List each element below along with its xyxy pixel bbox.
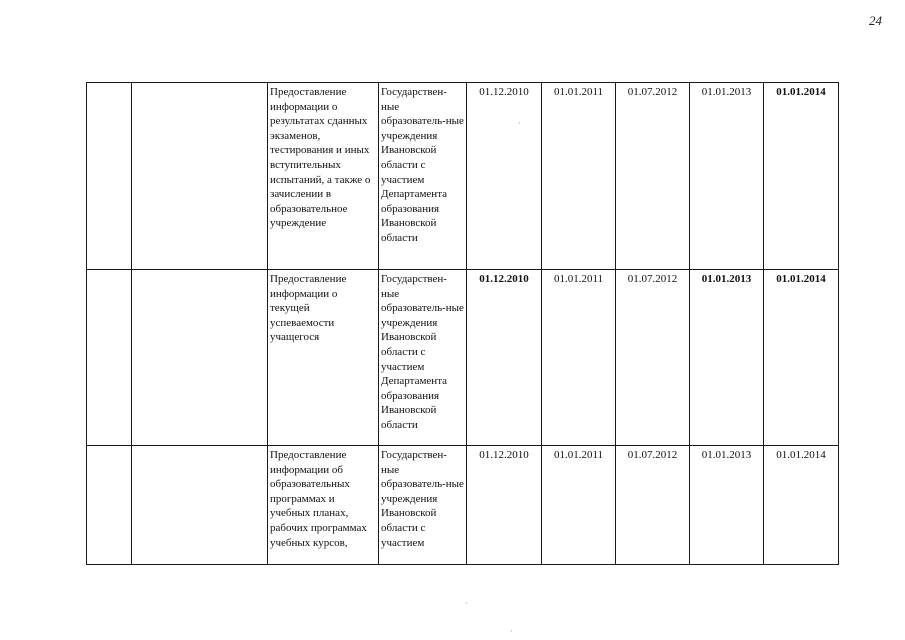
date-value: 01.01.2011 <box>553 273 604 285</box>
date-cell <box>616 446 690 565</box>
date-value: 01.01.2011 <box>553 449 604 461</box>
category-cell <box>132 270 268 446</box>
scan-speck: · <box>465 598 468 608</box>
date-value: 01.07.2012 <box>627 449 678 461</box>
date-value: 01.01.2014 <box>776 449 826 461</box>
table-row <box>87 446 839 565</box>
date-value: 01.01.2014 <box>776 86 826 98</box>
table-row <box>87 83 839 270</box>
date-cell <box>764 446 839 565</box>
date-cell <box>690 83 764 270</box>
executor-cell: Государствен-ные образователь-ные учреждения Ивановской области с участием Департамента образования Ивановской области <box>379 270 467 446</box>
date-value: 01.07.2012 <box>627 273 678 285</box>
date-cell <box>690 270 764 446</box>
date-cell <box>467 270 542 446</box>
date-cell <box>542 446 616 565</box>
number-cell <box>87 446 132 565</box>
services-table <box>86 82 839 565</box>
date-cell <box>467 446 542 565</box>
category-cell <box>132 83 268 270</box>
service-name-cell: Предоставление информации о текущей успеваемости учащегося <box>268 270 379 446</box>
executor-cell: Государствен-ные образователь-ные учреждения Ивановской области с участием <box>379 446 467 565</box>
date-cell <box>616 270 690 446</box>
date-cell <box>764 83 839 270</box>
executor-cell: Государствен-ные образователь-ные учреждения Ивановской области с участием Департамента образования Ивановской области <box>379 83 467 270</box>
date-value: 01.07.2012 <box>627 86 678 98</box>
service-name-cell: Предоставление информации об образовательных программах и учебных планах, рабочих программах учебных курсов, <box>268 446 379 565</box>
date-value: 01.01.2013 <box>701 449 752 461</box>
scan-speck: · <box>510 626 513 636</box>
date-value: 01.01.2013 <box>701 86 752 98</box>
service-name-cell: Предоставление информации о результатах сданных экзаменов, тестирования и иных вступительных испытаний, а также о зачислении в образовательное учреждение <box>268 83 379 270</box>
date-value: 01.12.2010 <box>479 449 529 461</box>
number-cell <box>87 270 132 446</box>
table-row <box>87 270 839 446</box>
date-value: 01.01.2011 <box>553 86 604 98</box>
date-value: 01.12.2010 <box>479 273 529 285</box>
date-value: 01.01.2014 <box>776 273 826 285</box>
date-cell <box>542 270 616 446</box>
date-cell <box>467 83 542 270</box>
page-number: 24 <box>869 13 882 28</box>
date-cell <box>690 446 764 565</box>
scan-speck: · <box>518 118 521 128</box>
date-value: 01.01.2013 <box>701 273 752 285</box>
date-cell <box>764 270 839 446</box>
date-value: 01.12.2010 <box>479 86 529 98</box>
category-cell <box>132 446 268 565</box>
date-cell <box>542 83 616 270</box>
date-cell <box>616 83 690 270</box>
number-cell <box>87 83 132 270</box>
